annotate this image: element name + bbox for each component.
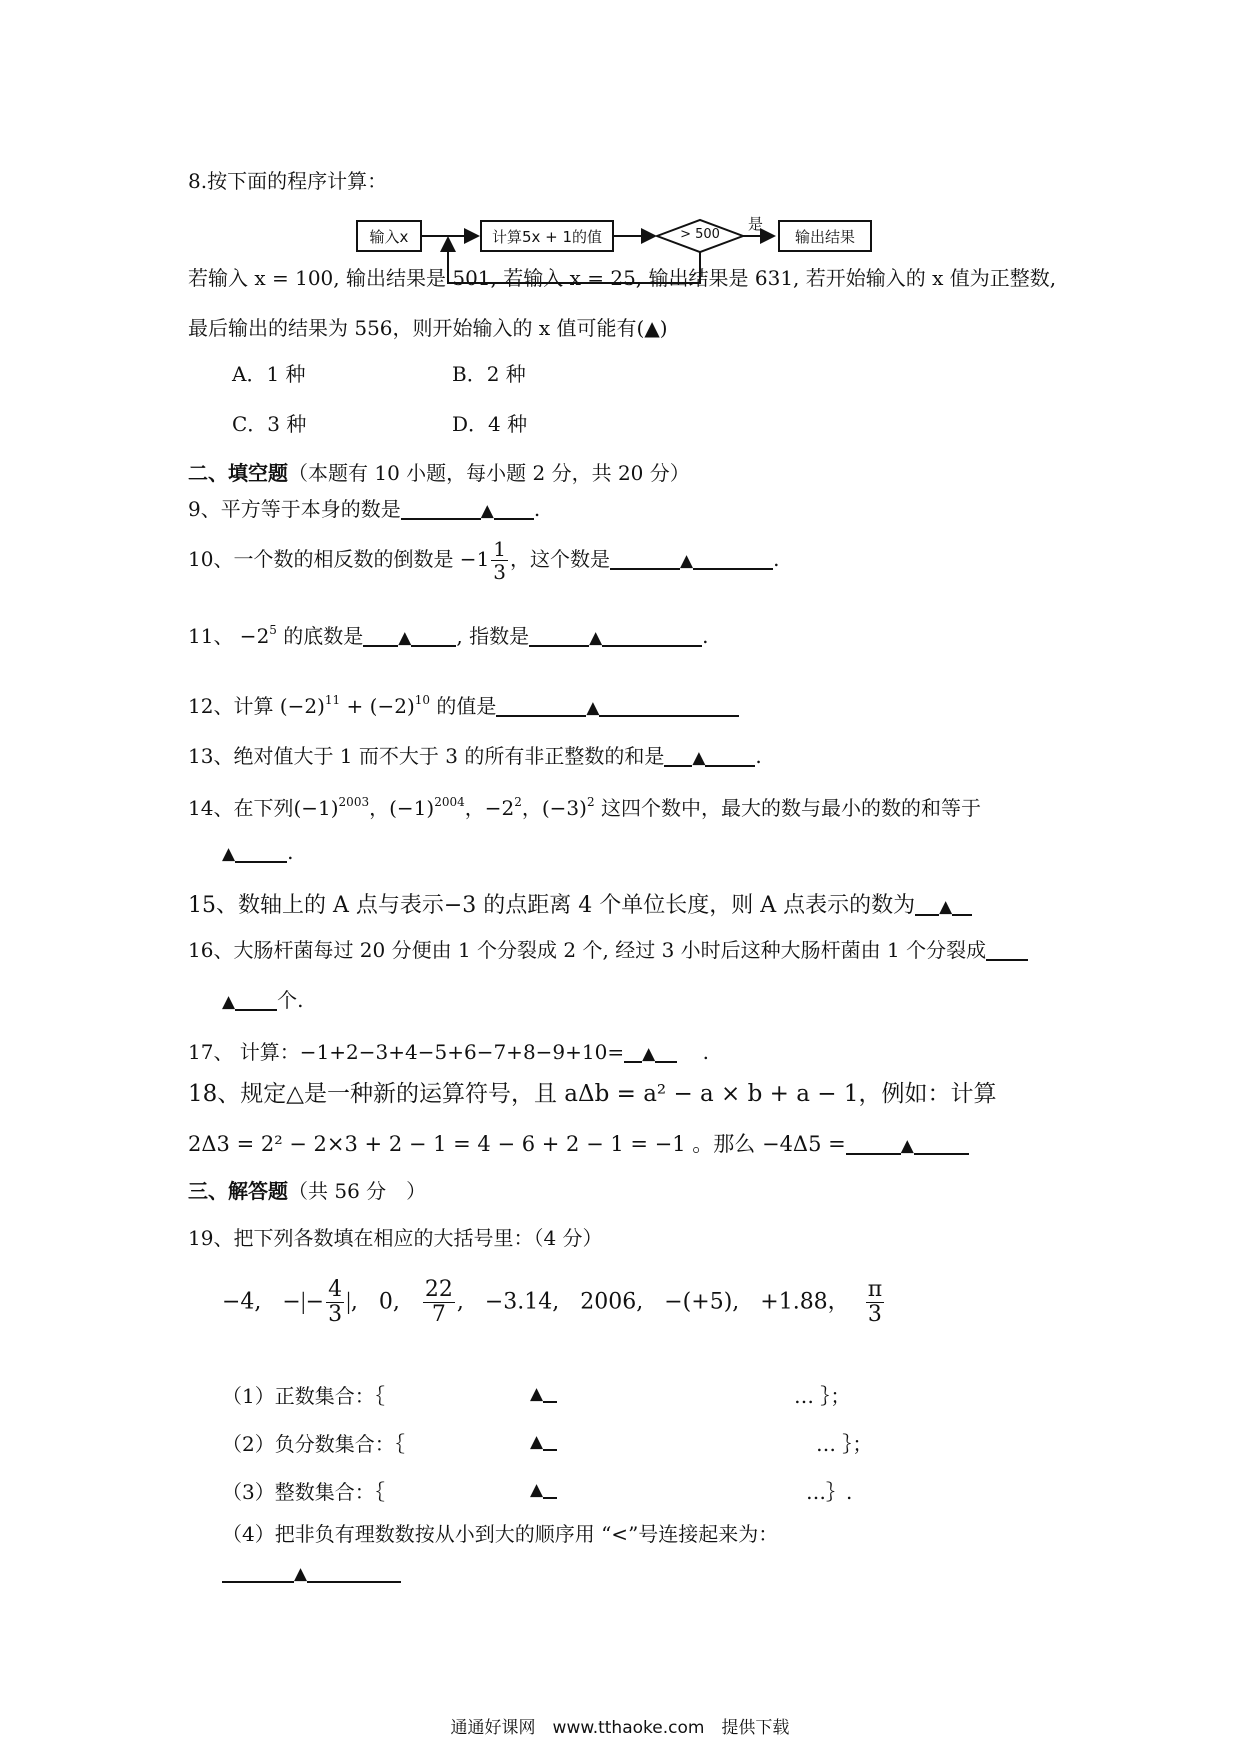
q13-end: . xyxy=(755,744,762,768)
triangle-marker-icon: ▲ xyxy=(480,501,494,521)
answer-blank xyxy=(664,747,692,767)
q18-line2-text: 2Δ3 = 2² − 2×3 + 2 − 1 = 4 − 6 + 2 − 1 = −1 。那么 −4Δ5 = xyxy=(188,1132,846,1156)
fraction-four-thirds xyxy=(326,1278,344,1327)
q8-line2: 最后输出的结果为 556，则开始输入的 x 值可能有(▲) xyxy=(188,316,668,340)
exponent: 2003 xyxy=(338,795,370,809)
number-item: − xyxy=(305,1289,325,1315)
triangle-marker-icon: ▲ xyxy=(586,698,600,718)
q8-line1: 若输入 x = 100, 输出结果是 501, 若输入 x = 25, 输出结果是 631, 若开始输入的 x 值为正整数, xyxy=(188,266,1057,290)
q14-c: ，−2 xyxy=(464,796,515,820)
q11-text: 11、 −2 xyxy=(188,624,270,648)
q13 xyxy=(188,740,762,769)
answer-blank xyxy=(599,697,739,717)
q9 xyxy=(188,493,540,522)
section-3-desc: （共 56 分 ） xyxy=(288,1179,427,1203)
q10 xyxy=(188,538,779,583)
q8-option-b: B．2 种 xyxy=(452,362,526,386)
number-item: −3.14, xyxy=(484,1289,560,1315)
exponent: 2004 xyxy=(434,795,465,809)
flow-diamond-label: > 500 xyxy=(680,227,720,242)
section-2-heading xyxy=(188,457,690,486)
flow-yes-label: 是 xyxy=(748,215,764,233)
denominator: 3 xyxy=(493,560,507,584)
answer-blank xyxy=(307,1563,401,1583)
section-2-number: 二、填空题 xyxy=(188,461,288,485)
q19-set-answer xyxy=(530,1380,557,1404)
q12-mid: + (−2) xyxy=(340,694,415,718)
number-item: − xyxy=(282,1289,301,1315)
triangle-marker-icon: ▲ xyxy=(530,1432,544,1452)
q11-end: . xyxy=(702,624,709,648)
q12-text2: 的值是 xyxy=(430,694,497,718)
q14-d: ，(−3) xyxy=(521,796,587,820)
triangle-marker-icon: ▲ xyxy=(530,1384,544,1404)
fraction-pi-3 xyxy=(866,1278,884,1327)
q19-set-end: … ｝； xyxy=(794,1384,851,1408)
q8-intro: 8.按下面的程序计算： xyxy=(188,169,388,193)
q15-text: 15、数轴上的 A 点与表示−3 的点距离 4 个单位长度，则 A 点表示的数为 xyxy=(188,893,916,918)
fraction-one-third xyxy=(491,538,508,583)
exponent: 10 xyxy=(414,693,431,707)
triangle-marker-icon: ▲ xyxy=(939,897,953,917)
number-item: 2006, xyxy=(580,1289,644,1315)
q19-numbers xyxy=(222,1278,886,1327)
q19-set-answer xyxy=(530,1428,557,1452)
answer-blank xyxy=(496,697,586,717)
numerator: 1 xyxy=(493,537,507,561)
answer-blank xyxy=(624,1043,642,1063)
triangle-marker-icon: ▲ xyxy=(530,1480,544,1500)
q19-set-negative-fraction xyxy=(222,1428,902,1457)
answer-blank xyxy=(846,1135,901,1155)
answer-blank xyxy=(543,1431,557,1451)
q10-text: 10、一个数的相反数的倒数是 −1 xyxy=(188,547,490,571)
q14-end: . xyxy=(287,840,294,864)
q16-end: 个. xyxy=(277,988,304,1012)
number-item: +1.88， xyxy=(760,1289,850,1315)
q17 xyxy=(188,1036,709,1065)
triangle-marker-icon: ▲ xyxy=(680,551,694,571)
q14-answer xyxy=(222,840,293,864)
q9-end: . xyxy=(533,497,541,521)
answer-blank xyxy=(235,843,287,863)
q8-option-d: D．4 种 xyxy=(452,412,528,436)
q16-text: 16、大肠杆菌每过 20 分便由 1 个分裂成 2 个, 经过 3 小时后这种大肠杆菌由 1 个分裂成 xyxy=(188,938,987,962)
answer-blank xyxy=(693,550,773,570)
q19-text: 19、把下列各数填在相应的大括号里：（4 分） xyxy=(188,1226,603,1250)
q19-set-label: （2）负分数集合：｛ xyxy=(222,1432,405,1456)
q19-set-integer xyxy=(222,1476,902,1505)
q19-order-answer xyxy=(222,1560,401,1584)
q13-text: 13、绝对值大于 1 而不大于 3 的所有非正整数的和是 xyxy=(188,744,665,768)
q14-b: ，(−1) xyxy=(369,796,435,820)
answer-blank xyxy=(543,1383,557,1403)
footer: 通通好课网 www.tthaoke.com 提供下载 xyxy=(450,1718,790,1738)
number-item: −4, xyxy=(222,1289,262,1315)
q9-text: 9、平方等于本身的数是 xyxy=(188,497,401,521)
numerator: π xyxy=(867,1277,883,1302)
q19-set-label: （1）正数集合：｛ xyxy=(222,1384,385,1408)
answer-blank xyxy=(986,941,1028,961)
q17-text: 17、 计算：−1+2−3+4−5+6−7+8−9+10= xyxy=(188,1040,625,1064)
q10-text2: ，这个数是 xyxy=(510,547,611,571)
q12-text: 12、计算 (−2) xyxy=(188,694,325,718)
exponent: 5 xyxy=(269,623,277,637)
q19-set-positive xyxy=(222,1380,882,1409)
answer-blank xyxy=(915,896,939,916)
q14-a: 14、在下列(−1) xyxy=(188,796,339,820)
triangle-marker-icon: ▲ xyxy=(398,628,412,648)
number-item: 0, xyxy=(378,1289,400,1315)
denominator: 7 xyxy=(431,1302,446,1328)
number-item: , xyxy=(456,1289,464,1315)
q11 xyxy=(188,620,709,649)
q11-text2: 的底数是 xyxy=(276,624,364,648)
answer-blank xyxy=(494,500,534,520)
q17-end: . xyxy=(702,1040,709,1064)
triangle-marker-icon: ▲ xyxy=(589,628,603,648)
answer-blank xyxy=(705,747,755,767)
number-item: −(+5), xyxy=(664,1289,740,1315)
answer-blank xyxy=(543,1479,557,1499)
flow-calc-box: 计算5x + 1的值 xyxy=(480,220,614,252)
q18-line1: 18、规定△是一种新的运算符号，且 aΔb = a² − a × b + a − 1，例如：计算 xyxy=(188,1081,997,1107)
exponent: 2 xyxy=(586,795,595,809)
q14-f: 这四个数中，最大的数与最小的数的和等于 xyxy=(594,796,981,820)
q19-order: （4）把非负有理数数按从小到大的顺序用 “<”号连接起来为： xyxy=(222,1522,779,1546)
q16-answer xyxy=(222,984,303,1013)
triangle-marker-icon: ▲ xyxy=(642,1044,656,1064)
answer-blank xyxy=(363,627,398,647)
flow-output-box: 输出结果 xyxy=(778,220,872,252)
abs-bar: | xyxy=(300,1289,306,1316)
abs-bar: | xyxy=(346,1289,351,1316)
triangle-marker-icon: ▲ xyxy=(294,1564,308,1584)
answer-blank xyxy=(602,627,702,647)
answer-blank xyxy=(222,1563,294,1583)
q10-end: . xyxy=(773,547,780,571)
q14 xyxy=(188,792,981,821)
q18-line2 xyxy=(188,1128,969,1158)
answer-blank xyxy=(610,550,680,570)
number-item: , xyxy=(350,1289,358,1315)
section-2-desc: （本题有 10 小题，每小题 2 分，共 20 分） xyxy=(288,461,690,485)
answer-blank xyxy=(411,627,456,647)
fraction-22-7 xyxy=(423,1278,455,1327)
q19-set-end: …｝. xyxy=(806,1480,853,1504)
answer-blank xyxy=(235,991,277,1011)
flow-connectors xyxy=(0,0,1240,300)
exponent: 11 xyxy=(324,693,341,707)
q16 xyxy=(188,934,1028,963)
exponent: 2 xyxy=(514,795,522,809)
numerator: 4 xyxy=(328,1277,343,1302)
triangle-marker-icon: ▲ xyxy=(222,992,236,1012)
q12 xyxy=(188,690,739,719)
answer-blank xyxy=(529,627,589,647)
answer-blank xyxy=(655,1043,677,1063)
q19-set-answer xyxy=(530,1476,557,1500)
denominator: 3 xyxy=(328,1302,343,1328)
flow-input-box: 输入x xyxy=(356,220,422,252)
q8-option-c: C．3 种 xyxy=(232,412,307,436)
section-3-number: 三、解答题 xyxy=(188,1179,288,1203)
triangle-marker-icon: ▲ xyxy=(692,748,706,768)
answer-blank xyxy=(914,1135,969,1155)
q15 xyxy=(188,888,972,919)
q19-set-end: … ｝； xyxy=(816,1432,873,1456)
q19-set-label: （3）整数集合：｛ xyxy=(222,1480,385,1504)
denominator: 3 xyxy=(867,1302,882,1328)
triangle-marker-icon: ▲ xyxy=(900,1136,914,1156)
answer-blank xyxy=(952,896,972,916)
numerator: 22 xyxy=(424,1277,453,1302)
triangle-marker-icon: ▲ xyxy=(222,844,236,864)
section-3-heading xyxy=(188,1175,426,1204)
q11-text3: , 指数是 xyxy=(456,624,530,648)
answer-blank xyxy=(401,500,481,520)
q8-option-a: A．1 种 xyxy=(232,362,306,386)
